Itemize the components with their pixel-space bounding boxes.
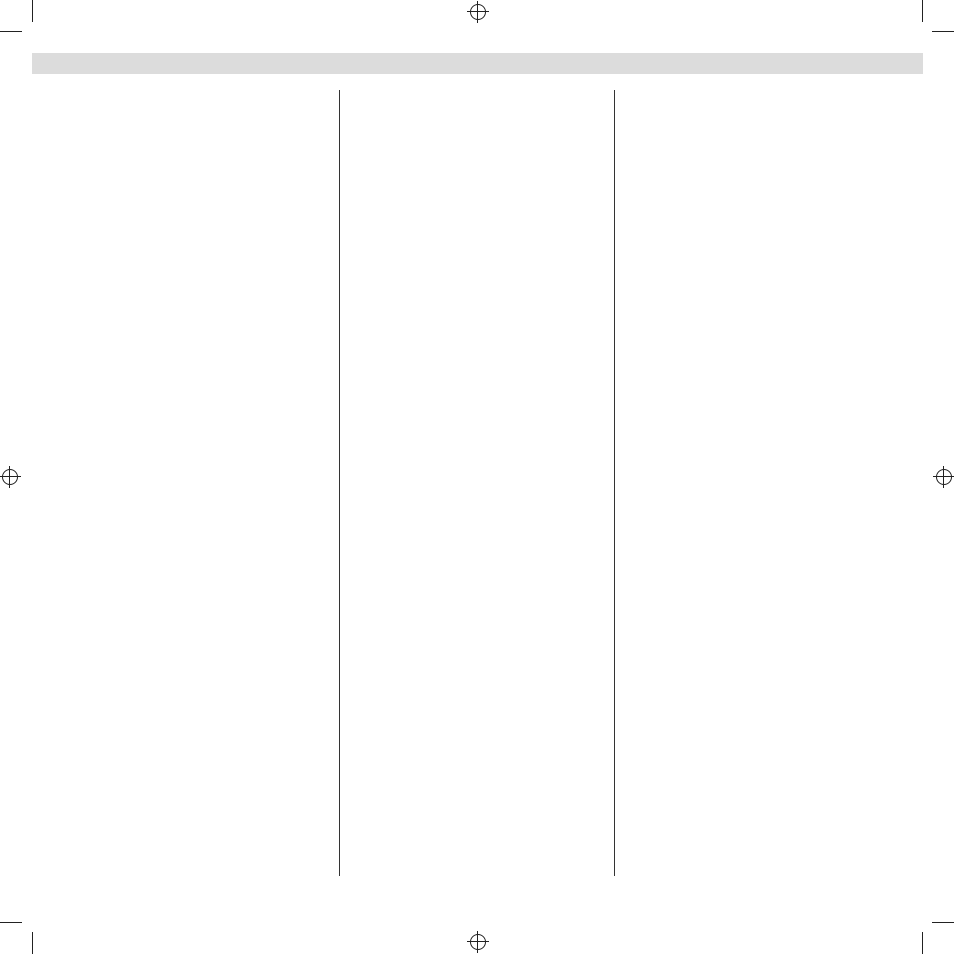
crop-mark: [32, 0, 33, 22]
registration-mark-icon: [470, 4, 486, 20]
crop-mark: [932, 922, 954, 923]
registration-mark-icon: [936, 469, 952, 485]
registration-mark-icon: [2, 469, 18, 485]
crop-mark: [922, 932, 923, 954]
crop-mark: [0, 922, 22, 923]
registration-mark-icon: [470, 934, 486, 950]
crop-mark: [32, 932, 33, 954]
crop-mark: [932, 31, 954, 32]
column-divider: [339, 90, 340, 876]
column-divider: [614, 90, 615, 876]
header-bar: [32, 53, 923, 74]
running-header: [887, 55, 910, 69]
crop-mark: [922, 0, 923, 22]
crop-mark: [0, 31, 22, 32]
